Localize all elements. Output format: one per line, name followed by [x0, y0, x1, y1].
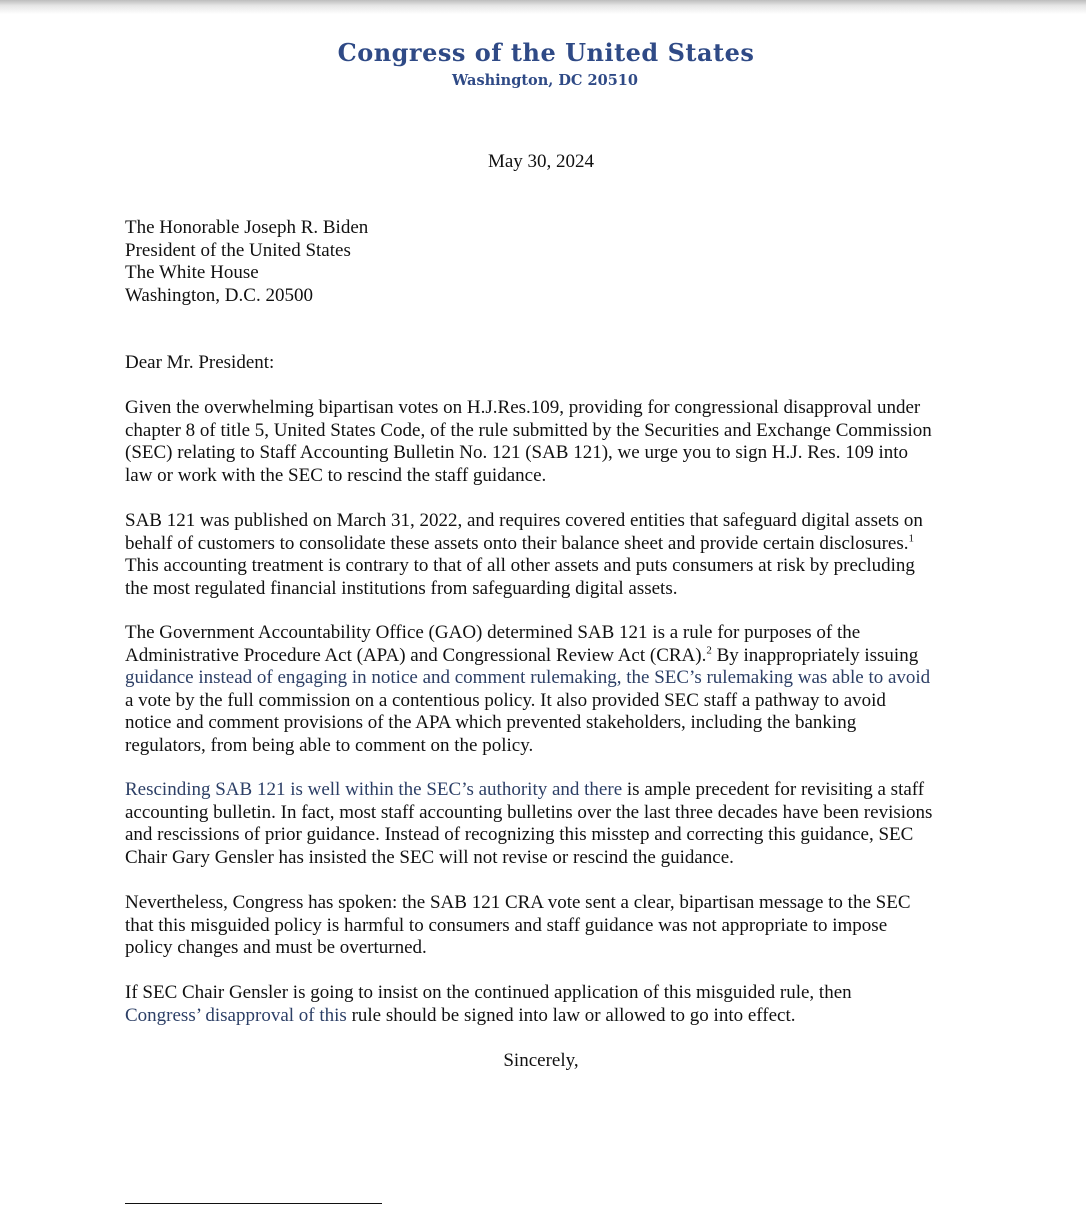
- addressee-line: The White House: [125, 262, 259, 283]
- paragraph-line: [125, 645, 975, 668]
- paragraph-line: a vote by the full commission on a contentious policy. It also provided SEC staff a pathway to avoid: [125, 689, 886, 711]
- addressee-line: President of the United States: [125, 239, 351, 261]
- paragraph-line: Chair Gary Gensler has insisted the SEC will not revise or rescind the guidance.: [125, 846, 734, 868]
- paragraph-line: the most regulated financial institutions from safeguarding digital assets.: [125, 577, 678, 599]
- line-text: Congress’ disapproval of this: [125, 1004, 347, 1026]
- paragraph-line: (SEC) relating to Staff Accounting Bulletin No. 121 (SAB 121), we urge you to sign H.J. Res. 109 into: [125, 442, 908, 463]
- addressee-line: Washington, D.C. 20500: [125, 284, 313, 306]
- line-text: is ample precedent for revisiting a staff: [622, 779, 925, 800]
- letterhead-title: Congress of the United States: [337, 38, 755, 67]
- paragraph-4: [125, 779, 975, 869]
- line-text: rule should be signed into law or allowed to go into effect.: [346, 1004, 796, 1026]
- paragraph-line: guidance instead of engaging in notice and comment rulemaking, the SEC’s rulemaking was able to avoid: [125, 667, 931, 688]
- salutation: Dear Mr. President:: [125, 352, 275, 373]
- paragraph-line: Nevertheless, Congress has spoken: the SAB 121 CRA vote sent a clear, bipartisan message to the SEC: [125, 892, 911, 913]
- paragraph-1: [125, 397, 975, 487]
- paragraph-line: [125, 533, 975, 556]
- paragraph-line: [125, 779, 975, 802]
- paragraph-line: [125, 1005, 975, 1028]
- paragraph-line: The Government Accountability Office (GAO) determined SAB 121 is a rule for purposes of the: [125, 622, 861, 643]
- line-text: behalf of customers to consolidate these assets onto their balance sheet and provide certain disclosures.: [125, 532, 909, 554]
- paragraph-line: policy changes and must be overturned.: [125, 937, 427, 958]
- paragraph-line: chapter 8 of title 5, United States Code, of the rule submitted by the Securities and Exchange Commission: [125, 419, 932, 441]
- footnote-divider: [125, 1203, 382, 1204]
- paragraph-line: law or work with the SEC to rescind the staff guidance.: [125, 464, 547, 486]
- paragraph-line: If SEC Chair Gensler is going to insist on the continued application of this misguided rule, then: [125, 982, 852, 1003]
- paragraph-3: [125, 622, 975, 757]
- paragraph-6: [125, 982, 975, 1027]
- paragraph-line: notice and comment provisions of the APA which prevented stakeholders, including the banking: [125, 712, 857, 733]
- closing: Sincerely,: [503, 1050, 579, 1071]
- letterhead: [0, 36, 1086, 92]
- paragraph-line: accounting bulletin. In fact, most staff accounting bulletins over the last three decades have been revisions: [125, 801, 933, 823]
- line-text: Administrative Procedure Act (APA) and Congressional Review Act (CRA).: [125, 644, 707, 666]
- letter-date: May 30, 2024: [487, 151, 595, 172]
- addressee-line: The Honorable Joseph R. Biden: [125, 217, 369, 238]
- letterhead-subtitle: Washington, DC 20510: [452, 72, 638, 89]
- paragraph-line: and rescissions of prior guidance. Instead of recognizing this misstep and correcting this guidance, SEC: [125, 824, 914, 845]
- paragraph-2: [125, 510, 975, 600]
- paragraph-5: [125, 892, 975, 960]
- footnote-ref-1[interactable]: 1: [908, 532, 914, 545]
- line-text: By inappropriately issuing: [711, 644, 919, 666]
- paragraph-line: Given the overwhelming bipartisan votes on H.J.Res.109, providing for congressional disapproval under: [125, 397, 921, 418]
- footnote-ref-2[interactable]: 2: [706, 644, 712, 657]
- paragraph-line: This accounting treatment is contrary to that of all other assets and puts consumers at risk by precluding: [125, 555, 915, 576]
- addressee-block: [125, 217, 368, 307]
- paragraph-line: that this misguided policy is harmful to consumers and staff guidance was not appropriate to impose: [125, 914, 888, 936]
- window-top-shadow: [0, 0, 1086, 14]
- paragraph-line: regulators, from being able to comment on the policy.: [125, 734, 534, 756]
- paragraph-line: SAB 121 was published on March 31, 2022, and requires covered entities that safeguard digital assets on: [125, 510, 923, 531]
- line-text: Rescinding SAB 121 is well within the SEC’s authority and there: [125, 779, 623, 800]
